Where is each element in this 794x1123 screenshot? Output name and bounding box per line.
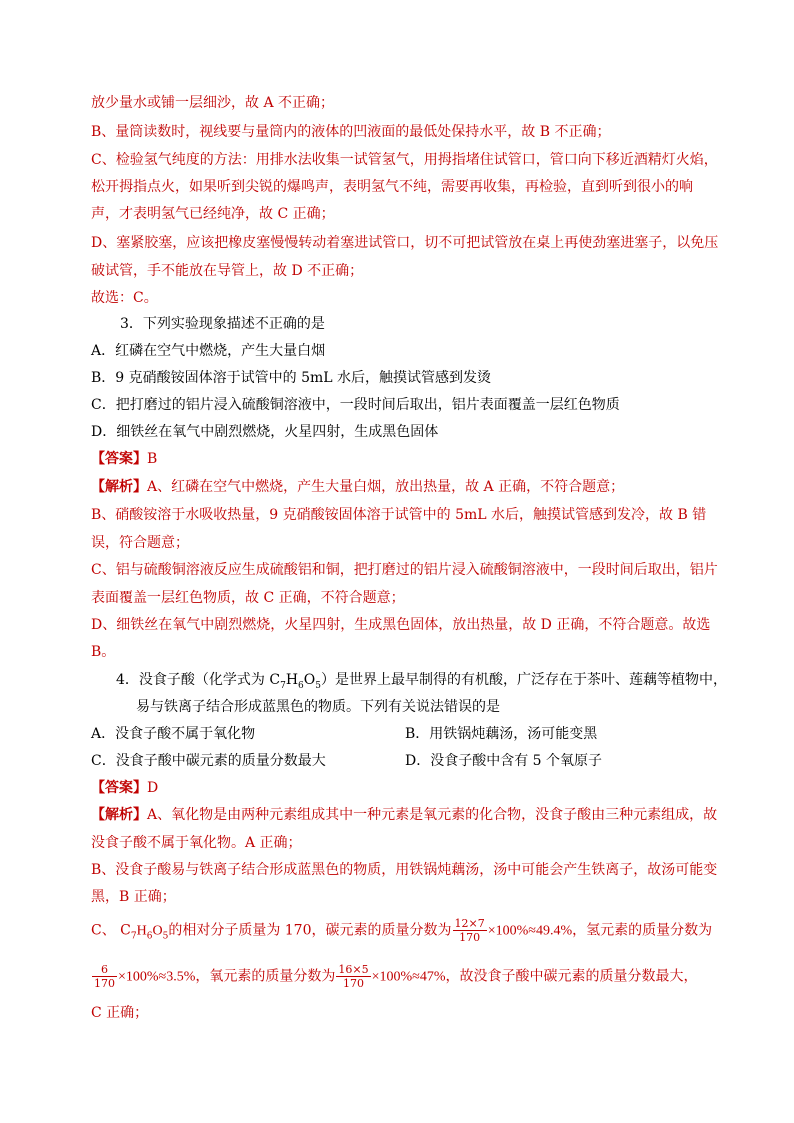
q3-analysis-d1: D、细铁丝在氧气中剧烈燃烧，火星四射，生成黑色固体，放出热量，故 D 正确，不符合题意。故选	[91, 617, 711, 633]
q4-analysis-b2: 黑，B 正确；	[91, 889, 176, 905]
q3-option-b: B．9 克硝酸铵固体溶于试管中的 5mL 水后，触摸试管感到发烫	[91, 370, 492, 386]
prev-analysis-d1: D、塞紧胶塞，应该把橡皮塞慢慢转动着塞进试管口，切不可把试管放在桌上再使劲塞进塞子，以免压	[91, 235, 719, 251]
q4-analysis-b1: B、没食子酸易与铁离子结合形成蓝黑色的物质，用铁锅炖藕汤，汤中可能会产生铁离子，故汤可能变	[91, 862, 718, 878]
q4-analysis-c1: C、 $C_7H_6O_5$的相对分子质量为 170，碳元素的质量分数为 $\frac{12\times 7}{170}$ ×100%≈49.4%，氢元素的质量分数为	[91, 917, 713, 944]
fraction-oxygen: $\frac{16\times 5}{170}$	[338, 963, 369, 990]
q3-analysis-b2: 误，符合题意；	[91, 535, 189, 551]
answer-value: D	[147, 780, 159, 796]
q4-analysis-c3: C 正确；	[91, 1005, 149, 1021]
q3-analysis-c2: 表面覆盖一层红色物质，故 C 正确，不符合题意；	[91, 590, 405, 606]
answer-tag: 【答案】	[91, 451, 147, 467]
q4-analysis-a1: 【解析】A、氧化物是由两种元素组成其中一种元素是氧元素的化合物，没食子酸由三种元素组成，故	[91, 807, 718, 823]
q4-stem-line2: 易与铁离子结合形成蓝黑色的物质。下列有关说法错误的是	[136, 699, 500, 715]
q3-analysis-a: 【解析】A、红磷在空气中燃烧，产生大量白烟，放出热量，故 A 正确，不符合题意；	[91, 479, 625, 495]
prev-conclusion: 故选：C。	[91, 290, 158, 306]
q3-option-c: C．把打磨过的铝片浸入硫酸铜溶液中，一段时间后取出，铝片表面覆盖一层红色物质	[91, 397, 620, 413]
q4-analysis-a2: 没食子酸不属于氧化物。A 正确；	[91, 835, 302, 851]
prev-analysis-d2: 破试管，手不能放在导管上，故 D 不正确；	[91, 263, 364, 279]
q4-option-c: C．没食子酸中碳元素的质量分数最大	[91, 753, 326, 769]
analysis-tag: 【解析】	[91, 479, 147, 495]
q3-analysis-b1: B、硝酸铵溶于水吸收热量，9 克硝酸铵固体溶于试管中的 5mL 水后，触摸试管感到发冷，故 B 错	[91, 507, 707, 523]
q4-option-a: A．没食子酸不属于氧化物	[91, 726, 256, 742]
q4-option-d: D．没食子酸中含有 5 个氧原子	[405, 753, 603, 769]
fraction-hydrogen: $\frac{6}{170}$	[94, 963, 115, 990]
q3-option-d: D．细铁丝在氧气中剧烈燃烧，火星四射，生成黑色固体	[91, 424, 439, 440]
answer-tag: 【答案】	[91, 780, 147, 796]
prev-analysis-c1: C、检验氢气纯度的方法：用排水法收集一试管氢气，用拇指堵住试管口，管口向下移近酒精灯火焰，	[91, 152, 718, 168]
q3-stem: 3．下列实验现象描述不正确的是	[120, 316, 325, 332]
prev-analysis-c2: 松开拇指点火，如果听到尖锐的爆鸣声，表明氢气不纯，需要再收集，再检验，直到听到很小的响	[91, 179, 693, 195]
prev-analysis-b: B、量筒读数时，视线要与量筒内的液体的凹液面的最低处保持水平，故 B 不正确；	[91, 124, 611, 140]
q3-option-a: A．红磷在空气中燃烧，产生大量白烟	[91, 343, 326, 359]
answer-value: B	[147, 451, 158, 467]
q4-analysis-c2: $\frac{6}{170}$ ×100%≈3.5%，氧元素的质量分数为 $\frac{16\times 5}{170}$ ×100%≈47%，故没食子酸中碳元素的质量分数最大，	[94, 963, 698, 990]
q3-analysis-c1: C、铝与硫酸铜溶液反应生成硫酸铝和铜，把打磨过的铝片浸入硫酸铜溶液中，一段时间后取出，铝片	[91, 562, 718, 578]
prev-analysis-c3: 声，才表明氢气已经纯净，故 C 正确；	[91, 206, 335, 222]
fraction-carbon: $\frac{12\times 7}{170}$	[454, 917, 485, 944]
q4-stem-line1: 4．没食子酸（化学式为 $C_7H_6O_5$）是世界上最早制得的有机酸，广泛存在于茶叶、莲藕等植物中，	[116, 672, 727, 691]
analysis-tag: 【解析】	[91, 807, 147, 823]
q3-analysis-d2: B。	[91, 644, 116, 660]
q3-answer	[91, 449, 721, 469]
q4-answer	[91, 778, 721, 798]
q4-option-b: B．用铁锅炖藕汤，汤可能变黑	[405, 726, 598, 742]
prev-analysis-a-end: 放少量水或铺一层细沙，故 A 不正确；	[91, 95, 335, 111]
